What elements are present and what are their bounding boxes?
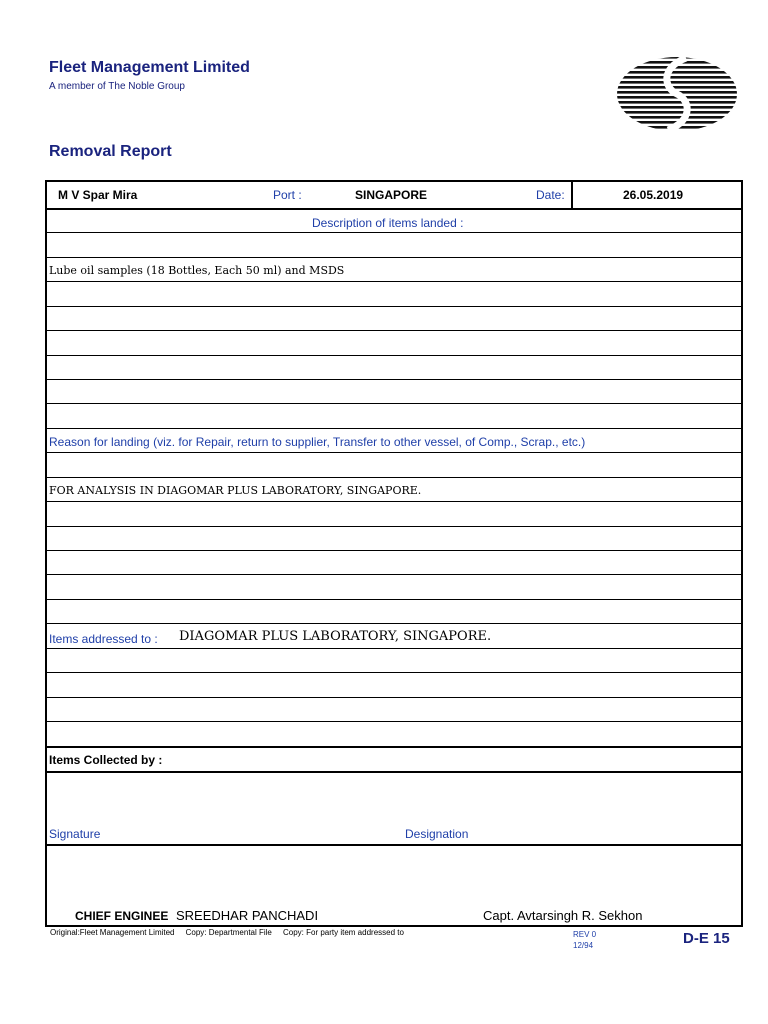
revision-date: 12/94 <box>573 941 594 950</box>
row-divider <box>47 648 741 649</box>
collected-label: Items Collected by : <box>49 753 163 767</box>
reason-value: FOR ANALYSIS IN DIAGOMAR PLUS LABORATORY, SINGAPORE. <box>49 484 422 497</box>
vessel-name: M V Spar Mira <box>58 188 138 202</box>
row-divider <box>47 281 741 282</box>
chief-engineer-label: CHIEF ENGINEE <box>75 909 169 923</box>
designation-label: Designation <box>405 827 469 841</box>
signature-label: Signature <box>49 827 101 841</box>
company-logo-icon <box>614 52 744 141</box>
copy-distribution: Original:Fleet Management Limited Copy: Departmental File Copy: For party item addressed to <box>50 928 404 937</box>
port-value: SINGAPORE <box>355 188 428 202</box>
row-divider <box>47 771 741 773</box>
reason-label: Reason for landing (viz. for Repair, return to supplier, Transfer to other vessel, of Comp., Scrap., etc.) <box>49 435 586 449</box>
form-code: D-E 15 <box>683 930 730 947</box>
addressed-label: Items addressed to : <box>49 632 158 646</box>
row-divider <box>47 623 741 624</box>
row-divider <box>47 232 741 233</box>
description-label: Description of items landed : <box>312 216 464 230</box>
row-divider <box>47 501 741 502</box>
row-divider <box>47 306 741 307</box>
date-divider <box>571 182 573 208</box>
row-divider <box>47 672 741 673</box>
row-divider <box>47 428 741 429</box>
item-description: Lube oil samples (18 Bottles, Each 50 ml) and MSDS <box>49 264 345 277</box>
row-divider <box>47 599 741 600</box>
revision-block <box>573 929 596 951</box>
row-divider <box>47 526 741 527</box>
report-title: Removal Report <box>49 143 172 160</box>
row-divider <box>47 330 741 331</box>
removal-report-form <box>45 180 743 927</box>
row-divider <box>47 208 741 210</box>
row-divider <box>47 477 741 478</box>
row-divider <box>47 257 741 258</box>
row-divider <box>47 379 741 380</box>
chief-engineer-name: SREEDHAR PANCHADI <box>176 908 319 923</box>
company-name: Fleet Management Limited <box>49 59 250 76</box>
revision-number: REV 0 <box>573 930 597 939</box>
row-divider <box>47 403 741 404</box>
date-label: Date: <box>536 188 565 202</box>
addressed-value: DIAGOMAR PLUS LABORATORY, SINGAPORE. <box>179 629 492 644</box>
row-divider <box>47 355 741 356</box>
row-divider <box>47 844 741 846</box>
row-divider <box>47 721 741 722</box>
row-divider <box>47 550 741 551</box>
row-divider <box>47 452 741 453</box>
row-divider <box>47 746 741 748</box>
member-line: A member of The Noble Group <box>49 81 185 92</box>
captain-name: Capt. Avtarsingh R. Sekhon <box>483 908 643 923</box>
port-label: Port : <box>273 188 302 202</box>
row-divider <box>47 697 741 698</box>
row-divider <box>47 574 741 575</box>
date-value: 26.05.2019 <box>623 188 684 202</box>
